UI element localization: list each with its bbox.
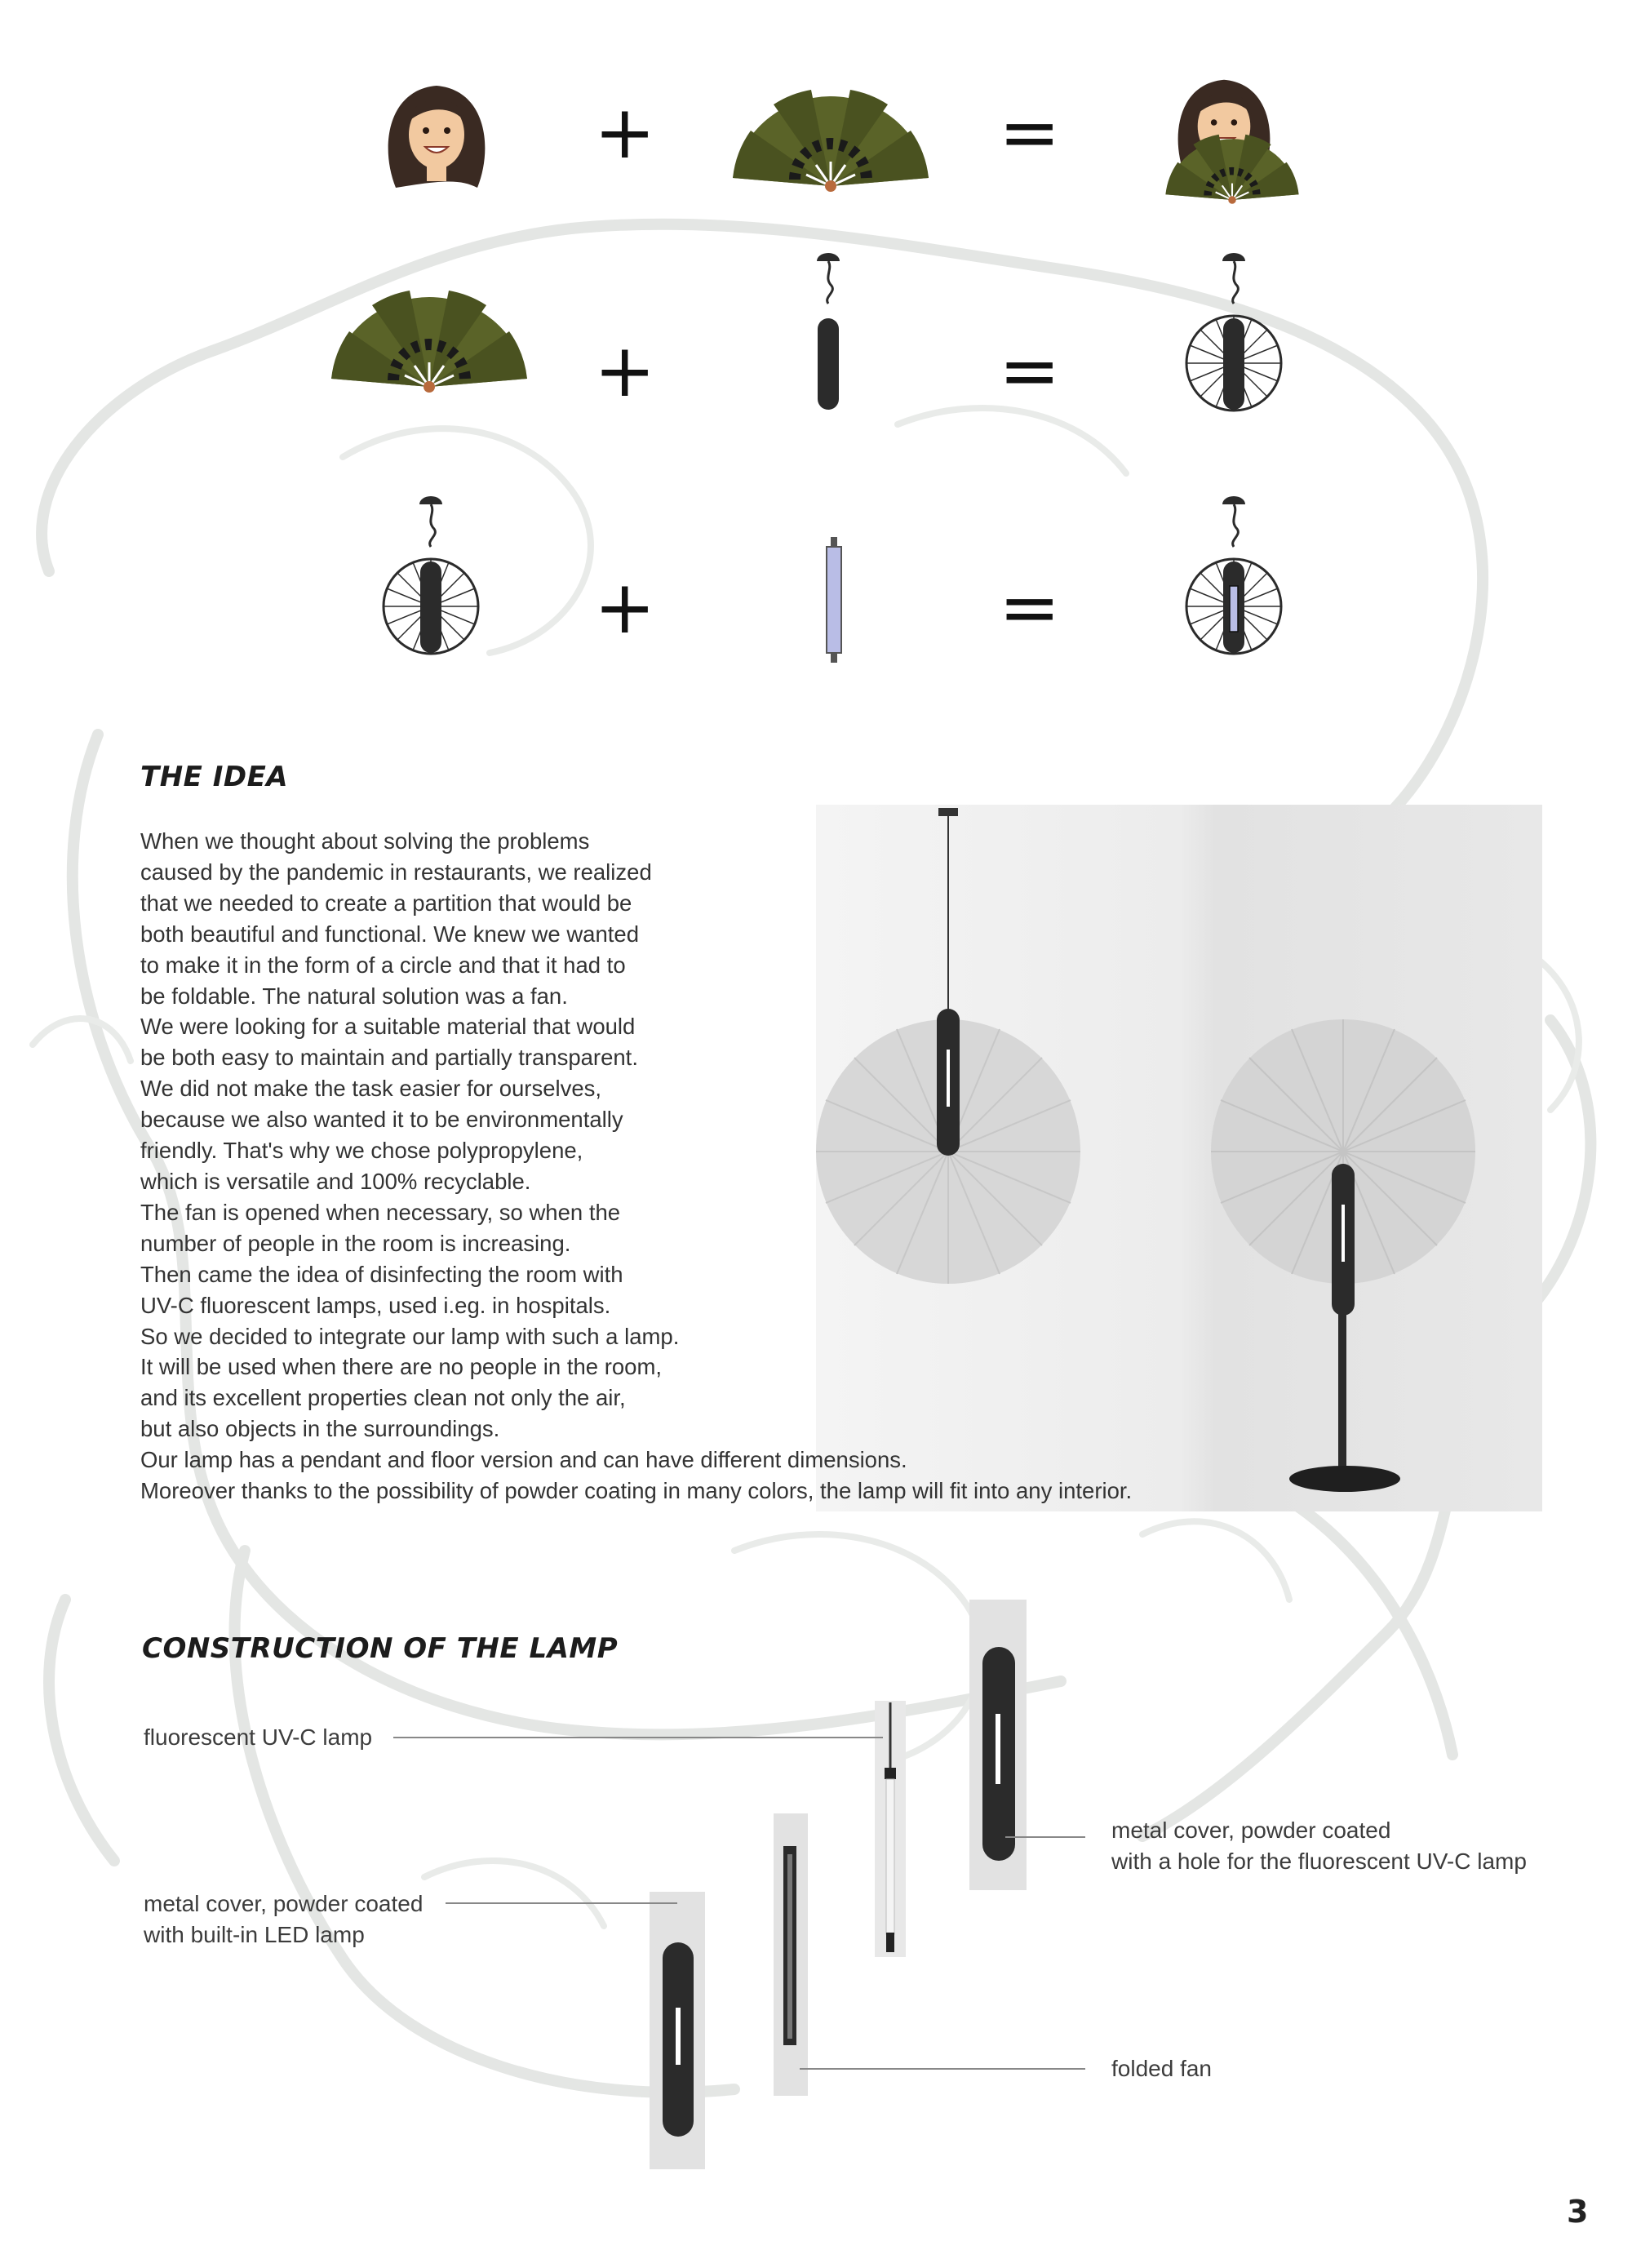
plus-sign-1: +: [594, 90, 656, 175]
idea-line: friendly. That's why we chose polypropylene,: [140, 1138, 583, 1164]
page-number: 3: [1567, 2194, 1589, 2230]
folding-fan-icon: [733, 90, 929, 192]
folded-fan-leader: [800, 2068, 1085, 2070]
led-cover-label-line2: with built-in LED lamp: [144, 1922, 365, 1947]
idea-line: both beautiful and functional. We knew we wanted: [140, 921, 640, 947]
idea-line: that we needed to create a partition that would be: [140, 890, 632, 916]
equals-sign-3: =: [999, 565, 1061, 650]
idea-line: We were looking for a suitable material that would: [140, 1014, 636, 1040]
woman-with-fan-icon: [1165, 80, 1298, 204]
equals-sign-2: =: [999, 328, 1061, 414]
idea-line: but also objects in the surroundings.: [140, 1416, 500, 1442]
folding-fan-icon-2: [331, 291, 527, 393]
idea-line: It will be used when there are no people in the room,: [140, 1354, 662, 1380]
pendant-lamp-with-fan-icon: [1186, 253, 1281, 411]
idea-line: So we decided to integrate our lamp with such a lamp.: [140, 1323, 680, 1349]
pendant-lamp-icon: [817, 253, 840, 410]
uv-c-cover-part: [969, 1600, 1027, 1890]
idea-line: and its excellent properties clean not only the air,: [140, 1385, 626, 1411]
plus-sign-3: +: [594, 565, 656, 650]
uvc-lamp-label: fluorescent UV-C lamp: [144, 1724, 373, 1750]
uv-c-tube-part: [875, 1701, 906, 1957]
idea-line: Then came the idea of disinfecting the room with: [140, 1261, 623, 1287]
idea-line: UV-C fluorescent lamps, used i.eg. in hospitals.: [140, 1292, 611, 1318]
uvc-cover-leader: [1005, 1836, 1085, 1838]
pendant-lamp-with-fan-icon-2: [384, 496, 478, 654]
led-cover-part: [650, 1892, 705, 2169]
idea-line: When we thought about solving the problems: [140, 828, 590, 854]
uvc-cover-label-line2: with a hole for the fluorescent UV-C lamp: [1111, 1849, 1527, 1874]
idea-line: to make it in the form of a circle and that it had to: [140, 952, 626, 978]
led-cover-leader: [446, 1902, 677, 1904]
folded-fan-label: folded fan: [1111, 2056, 1212, 2081]
idea-line: The fan is opened when necessary, so when the: [140, 1199, 621, 1225]
uv-c-tube-icon: [827, 537, 841, 663]
idea-line: be both easy to maintain and partially transparent.: [140, 1045, 638, 1071]
uvc-lamp-leader: [393, 1737, 883, 1738]
plus-sign-2: +: [594, 328, 656, 414]
uv-c-fan-lamp-icon: [1186, 496, 1281, 654]
uvc-cover-label-line1: metal cover, powder coated: [1111, 1818, 1391, 1843]
idea-line: We did not make the task easier for ourselves,: [140, 1076, 602, 1102]
idea-line: which is versatile and 100% recyclable.: [140, 1168, 531, 1194]
idea-line: Our lamp has a pendant and floor version and can have different dimensions.: [140, 1447, 907, 1473]
construction-heading: CONSTRUCTION OF THE LAMP: [142, 1632, 619, 1665]
idea-heading: THE IDEA: [140, 761, 289, 793]
woman-face-icon: [388, 86, 486, 188]
idea-line: number of people in the room is increasing.: [140, 1230, 571, 1256]
equals-sign-1: =: [999, 90, 1061, 175]
idea-line: because we also wanted it to be environmentally: [140, 1107, 623, 1133]
equation-graphics: [0, 0, 1632, 718]
idea-line: be foldable. The natural solution was a fan.: [140, 983, 568, 1009]
folded-fan-part: [774, 1813, 808, 2096]
idea-line: Moreover thanks to the possibility of powder coating in many colors, the lamp will fit into any interior.: [140, 1478, 1133, 1504]
led-cover-label-line1: metal cover, powder coated: [144, 1891, 424, 1916]
exploded-lamp-diagram: [636, 1600, 1044, 2187]
idea-line: caused by the pandemic in restaurants, we realized: [140, 859, 652, 885]
idea-body: [140, 826, 1201, 1507]
